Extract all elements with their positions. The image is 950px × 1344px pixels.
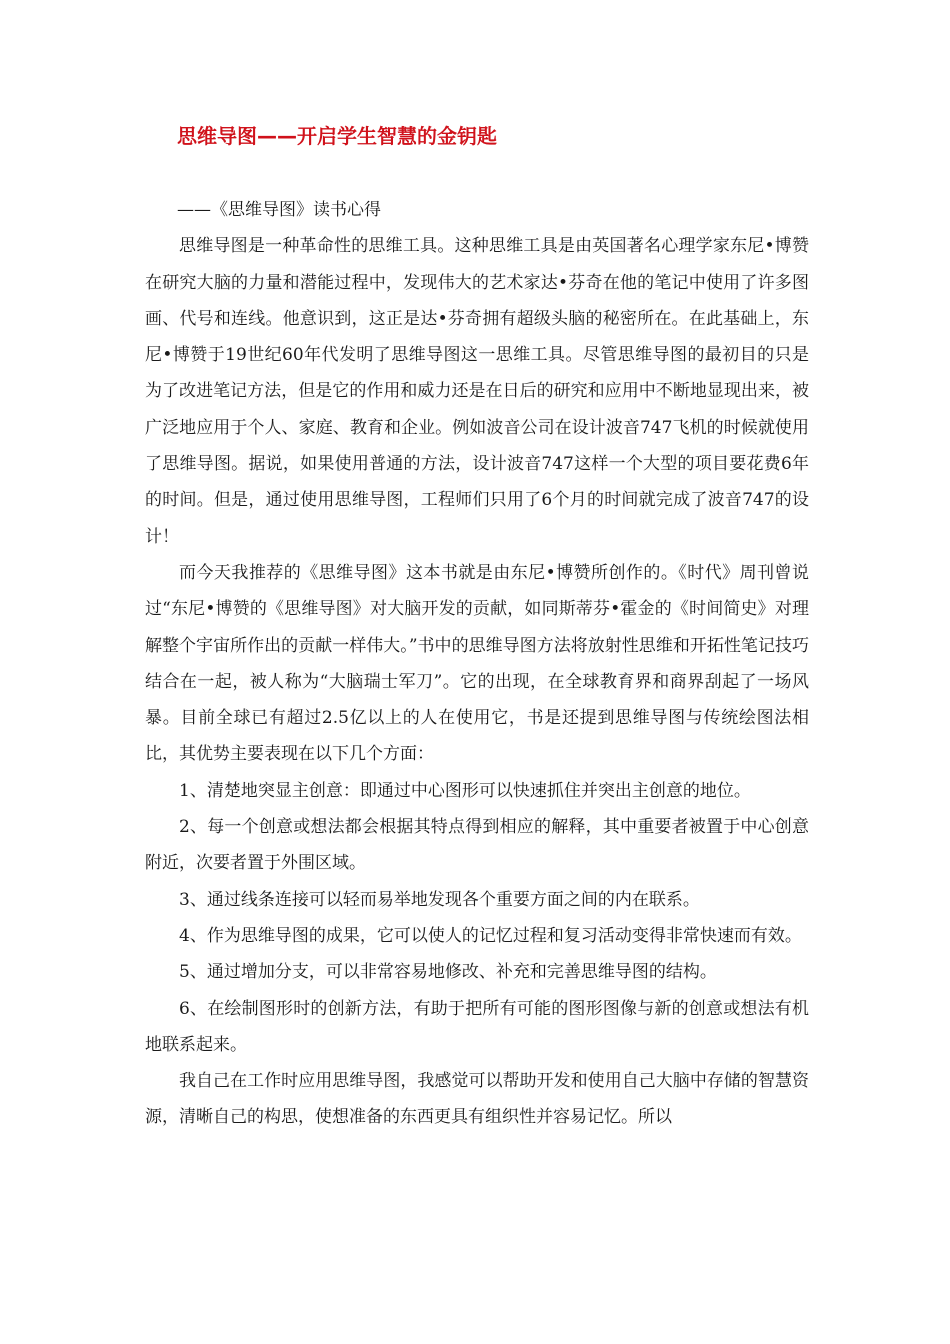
paragraph-book: 而今天我推荐的《思维导图》这本书就是由东尼•博赞所创作的。《时代》周刊曾说过“东尼•博赞的《思维导图》对大脑开发的贡献，如同斯蒂芬•霍金的《时间简史》对理解整个宇宙所作出的贡献一样伟大。”书中的思维导图方法将放射性思维和开拓性笔记技巧结合在一起，被人称为“大脑瑞士军刀”。它的出现，在全球教育界和商界刮起了一场风暴。目前全球已有超过2.5亿以上的人在使用它，书是还提到思维导图与传统绘图法相比，其优势主要表现在以下几个方面： [145, 562, 809, 765]
list-item-2: 2、每一个创意或想法都会根据其特点得到相应的解释，其中重要者被置于中心创意附近，次要者置于外围区域。 [145, 817, 809, 874]
document-body [145, 192, 809, 1136]
list-item-4: 4、作为思维导图的成果，它可以使人的记忆过程和复习活动变得非常快速而有效。 [179, 925, 802, 946]
paragraph-intro: 思维导图是一种革命性的思维工具。这种思维工具是由英国著名心理学家东尼•博赞在研究大脑的力量和潜能过程中，发现伟大的艺术家达•芬奇在他的笔记中使用了许多图画、代号和连线。他意识到，这正是达•芬奇拥有超级头脑的秘密所在。在此基础上，东尼•博赞于19世纪60年代发明了思维导图这一思维工具。尽管思维导图的最初目的只是为了改进笔记方法，但是它的作用和威力还是在日后的研究和应用中不断地显现出来，被广泛地应用于个人、家庭、教育和企业。例如波音公司在设计波音747飞机的时候就使用了思维导图。据说，如果使用普通的方法，设计波音747这样一个大型的项目要花费6年的时间。但是，通过使用思维导图，工程师们只用了6个月的时间就完成了波音747的设计！ [145, 236, 809, 547]
document-title: 思维导图——开启学生智慧的金钥匙 [177, 124, 497, 148]
list-item-3: 3、通过线条连接可以轻而易举地发现各个重要方面之间的内在联系。 [179, 889, 700, 910]
document-subtitle: ——《思维导图》读书心得 [177, 200, 381, 220]
list-item-5: 5、通过增加分支，可以非常容易地修改、补充和完善思维导图的结构。 [179, 962, 717, 983]
paragraph-personal: 我自己在工作时应用思维导图，我感觉可以帮助开发和使用自己大脑中存储的智慧资源，清晰自己的构思，使想准备的东西更具有组织性并容易记忆。所以 [145, 1071, 809, 1128]
list-item-6: 6、在绘制图形时的创新方法，有助于把所有可能的图形图像与新的创意或想法有机地联系起来。 [145, 998, 809, 1055]
list-item-1: 1、清楚地突显主创意：即通过中心图形可以快速抓住并突出主创意的地位。 [179, 780, 751, 801]
